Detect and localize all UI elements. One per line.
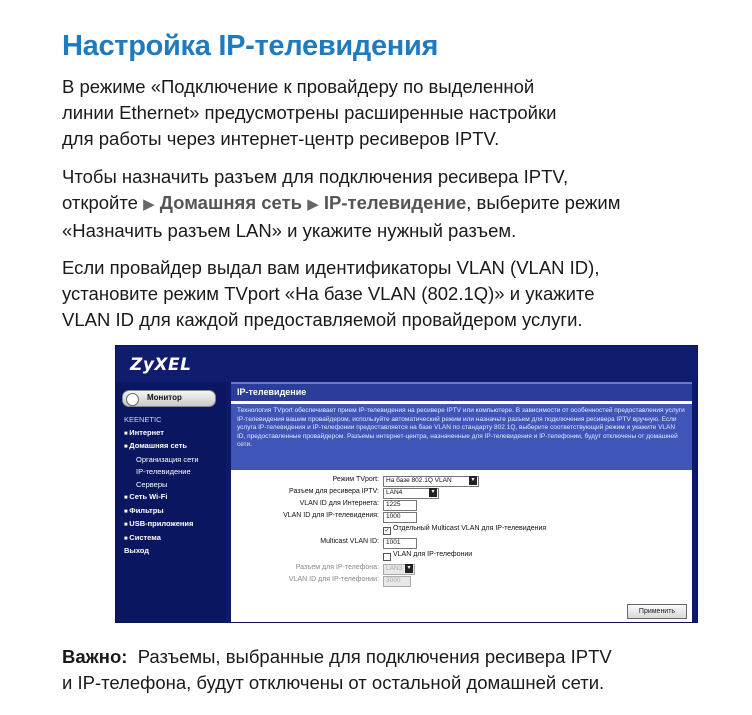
text-line: VLAN ID для каждой предоставляемой провайдером услуги. (62, 309, 583, 330)
intro-paragraph (62, 74, 556, 152)
vlan-paragraph (62, 255, 599, 333)
monitor-button[interactable]: Монитор (122, 390, 216, 407)
vlan-internet-input[interactable]: 1225 (383, 500, 417, 511)
text-line: Чтобы назначить разъем для подключения ресивера IPTV, (62, 166, 569, 187)
panel-title: IP-телевидение (231, 384, 692, 401)
info-box: Технология TVport обеспечивает прием IP-телевидения на ресивере IPTV или компьютере. В зависимости от особенностей предоставления услуги IP-телевидения вашим провайдером, используйте автоматический режим или назначьте разъем для подключения ресивера IPTV вручную. Если услуга IP-телевидения и IP-телефонии предоставляется на базе VLAN по стандарту 802.1Q, выберите соответствующий режим и укажите VLAN ID, предоставленные провайдером. Разъемы интернет-центра, назначенные для IP-телевидения и IP-телефонии, будут отключены от домашней сети. (231, 404, 692, 470)
form-row: VLAN ID для IP-телефонии: 3000 (231, 576, 692, 588)
zyxel-logo: ZyXEL (130, 355, 192, 375)
sidebar-item-iptv[interactable]: IP-телевидение (136, 467, 191, 476)
text-line: линии Ethernet» предусмотрены расширенные настройки (62, 102, 557, 123)
lan-port-paragraph (62, 164, 620, 244)
important-label: Важно: (62, 646, 128, 667)
sidebar-item-home-network[interactable]: ■ Домашняя сеть (124, 440, 199, 454)
form-row: VLAN для IP-телефонии (231, 551, 692, 563)
form-row: Режим TVport: На базе 802.1Q VLAN ▾ (231, 476, 692, 488)
iptv-port-select[interactable]: LAN4 ▾ (383, 488, 439, 499)
form-row: VLAN ID для Интернета: 1225 (231, 500, 692, 512)
menu-path-home-network: Домашняя сеть (159, 192, 303, 213)
phone-vlan-input[interactable]: 3000 (383, 576, 411, 587)
screenshot-header (116, 346, 697, 382)
menu-path-iptv: IP-телевидение (323, 192, 467, 213)
sidebar-item-filters[interactable]: ■ Фильтры (124, 505, 199, 519)
form-row: Multicast VLAN ID: 1001 (231, 538, 692, 550)
apply-button[interactable]: Применить (627, 604, 687, 619)
text-line: Если провайдер выдал вам идентификаторы VLAN (VLAN ID), (62, 257, 600, 278)
voip-vlan-checkbox[interactable] (383, 553, 391, 561)
tvport-mode-select[interactable]: На базе 802.1Q VLAN ▾ (383, 476, 479, 487)
important-note (62, 644, 612, 696)
sidebar-item-servers[interactable]: Серверы (136, 479, 168, 489)
sidebar-item-exit[interactable]: Выход (124, 546, 150, 555)
form-row: Разъем для IP-телефона: LAN3 ▾ (231, 564, 692, 576)
phone-port-select[interactable]: LAN3 ▾ (383, 564, 415, 575)
iptv-panel (231, 382, 692, 622)
back-arrow-icon (126, 393, 139, 406)
text-line: для работы через интернет-центр ресиверов IPTV. (62, 128, 500, 149)
nav-brand: KEENETIC (124, 415, 162, 424)
arrow-right-icon: ▶ (143, 196, 155, 213)
arrow-right-icon: ▶ (307, 196, 319, 213)
text-line: установите режим TVport «На базе VLAN (802.1Q)» и укажите (62, 283, 595, 304)
form-row: ✓ Отдельный Multicast VLAN для IP-телевидения (384, 525, 547, 534)
form-row: VLAN ID для IP-телевидения: 1000 (231, 512, 692, 524)
sidebar-item-wifi[interactable]: ■ Сеть Wi-Fi (124, 491, 199, 505)
form-row: Разъем для ресивера IPTV: LAN4 ▾ (231, 488, 692, 500)
sidebar-item-usb[interactable]: ■ USB-приложения (124, 518, 199, 532)
sidebar-nav (124, 414, 199, 558)
router-ui-screenshot (115, 345, 698, 623)
text-line: Важно: Разъемы, выбранные для подключения ресивера IPTV (62, 646, 612, 667)
sidebar-item-system[interactable]: ■ Система (124, 532, 199, 546)
sidebar-item-internet[interactable]: ■ Интернет (124, 427, 199, 441)
page-title: Настройка IP-телевидения (62, 30, 439, 62)
sidebar-item-org[interactable]: Организация сети (136, 454, 199, 464)
multicast-checkbox[interactable]: ✓ (384, 528, 390, 534)
vlan-iptv-input[interactable]: 1000 (383, 512, 417, 523)
sidebar (116, 382, 226, 622)
text-line: В режиме «Подключение к провайдеру по выделенной (62, 76, 535, 97)
multicast-vlan-input[interactable]: 1001 (383, 538, 417, 549)
text-line: «Назначить разъем LAN» и укажите нужный разъем. (62, 220, 517, 241)
text-line: откройте ▶ Домашняя сеть ▶ IP-телевидение, выберите режим (62, 192, 621, 213)
text-line: и IP-телефона, будут отключены от остальной домашней сети. (62, 672, 605, 693)
